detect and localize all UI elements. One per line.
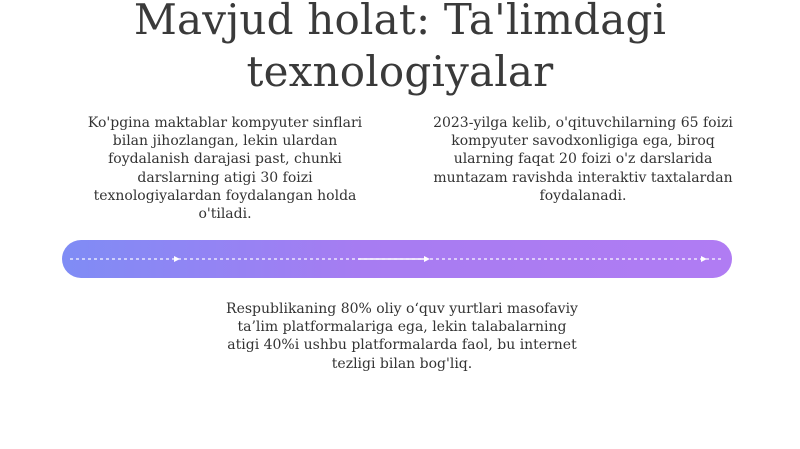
paragraph-right: 2023-yilga kelib, o'qituvchilarning 65 foizi kompyuter savodxonligiga ega, biroq ularning faqat 20 foizi o'z darslarida muntazam ravishda interaktiv taxtalardan foydalanadi. [433, 115, 733, 204]
paragraph-left: Ko'pgina maktablar kompyuter sinflari bilan jihozlangan, lekin ulardan foydalanish darajasi past, chunki darslarning atigi 30 foizi texnologiyalardan foydalangan holda o'tiladi. [87, 115, 363, 223]
paragraph-bottom: Respublikaning 80% oliy o‘quv yurtlari masofaviy ta’lim platformalariga ega, lekin talabalarning atigi 40%i ushbu platformalarda faol, bu internet tezligi bilan bog'liq. [226, 301, 578, 372]
timeline-bar [62, 240, 732, 278]
timeline-graphic [62, 240, 732, 278]
slide-title: Mavjud holat: Ta'limdagi texnologiyalar [133, 0, 667, 96]
